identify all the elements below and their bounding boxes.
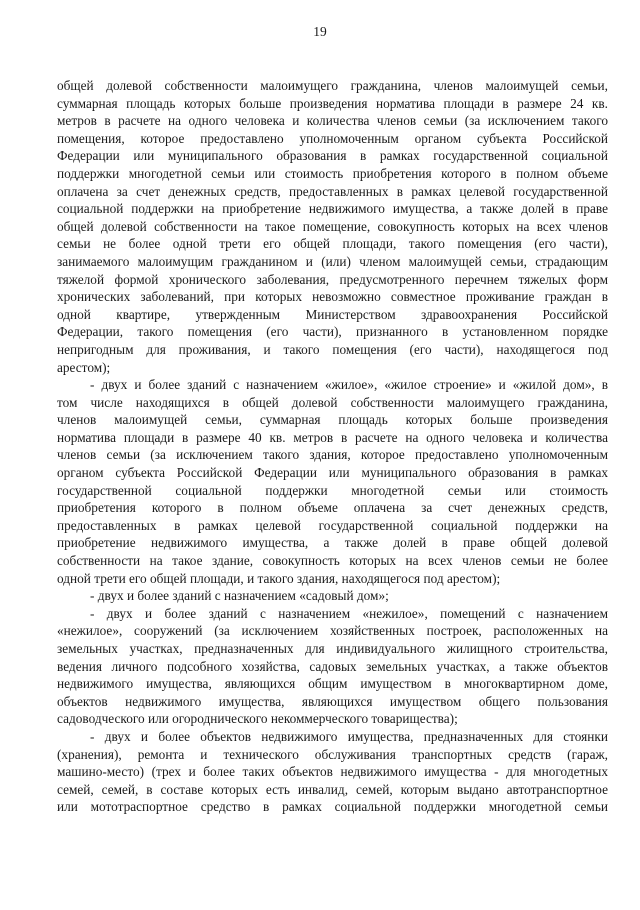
text-line: собственности на такое здание, совокупность которых на всех членов семьи не более [57,553,608,569]
text-line: приобретение недвижимого имущества, а также долей в праве общей долевой [57,535,608,551]
text-line: членов малоимущей семьи, суммарная площадь которых больше произведения [57,412,608,428]
paragraph [57,728,608,816]
text-line: занимаемого малоимущим гражданином и (или) членом малоимущей семьи, страдающим [57,253,608,269]
text-line: социальной поддержки на приобретение недвижимого имущества, а также долей в праве [57,201,608,217]
text-line: одной квартире, утвержденным Министерством здравоохранения Российской [57,306,608,322]
text-line: - двух и более зданий с назначением «садовый дом»; [90,588,389,604]
text-line: арестом); [57,359,111,375]
text-line: общей долевой собственности на такое помещение, совокупность которых на всех членов [57,218,608,234]
text-line: органом субъекта Российской Федерации или муниципального образования в рамках [57,465,608,481]
text-line: семьи не более одной трети его общей площади, такого помещения (его части), [57,236,608,252]
text-line: объектов недвижимого имущества, являющихся имуществом общего пользования [57,693,608,709]
text-line: «нежилое», сооружений (за исключением хозяйственных построек, расположенных на [57,623,608,639]
text-line: или мототраспортное средство в рамках социальной поддержки многодетной семьи [57,799,608,815]
text-line: Федерации, такого помещения (его части), признанного в установленном порядке [57,324,608,340]
text-line: садоводческого или огороднического некоммерческого товарищества); [57,711,458,727]
text-line: приобретения которого в полном объеме оплачена за счет денежных средств, [57,500,608,516]
text-line: суммарная площадь которых больше произведения норматива площади в размере 24 кв. [57,95,608,111]
paragraph [57,587,608,605]
text-line: хронических заболеваний, при которых невозможно совместное проживание граждан в [57,289,608,305]
text-line: машино-место) (трех и более таких объектов недвижимого имущества - для многодетных [57,764,608,780]
text-line: - двух и более объектов недвижимого имущества, предназначенных для стоянки [90,728,608,744]
text-line: норматива площади в размере 40 кв. метров в расчете на одного человека и количества [57,429,608,445]
text-line: общей долевой собственности малоимущего гражданина, членов малоимущей семьи, [57,78,608,93]
text-line: метров в расчете на одного человека и количества членов семьи (за исключением такого [57,113,608,129]
text-line: помещения, которое предоставлено уполномоченным органом субъекта Российской [57,130,608,146]
text-line: непригодным для проживания, и такого помещения (его части), находящегося под [57,341,608,357]
text-line: предоставленных в рамках целевой государственной социальной поддержки на [57,517,608,533]
paragraph [57,605,608,728]
text-line: недвижимого имущества, являющихся общим имуществом в многоквартирном доме, [57,676,608,692]
text-line: тяжелой формой хронического заболевания, предусмотренного перечнем тяжелых форм [57,271,608,287]
text-line: поддержки многодетной семьи или стоимость приобретения которого в полном объеме [57,165,608,181]
text-line: земельных участках, предназначенных для индивидуального жилищного строительства, [57,641,608,656]
text-line: - двух и более зданий с назначением «жилое», «жилое строение» и «жилой дом», в [90,377,608,393]
paragraph [57,77,608,376]
text-line: членов семьи (за исключением такого здания, которое предоставлено уполномоченным [57,447,608,463]
page-number: 19 [313,24,327,39]
text-line: том числе находящихся в общей долевой собственности малоимущего гражданина, [57,394,608,410]
text-line: (хранения), ремонта и технического обслуживания транспортных средств (гараж, [57,746,608,762]
text-line: семей, семей, в составе которых есть инвалид, семей, которым выдано автотранспортное [57,781,608,797]
text-line: оплачена за счет денежных средств, предоставленных в рамках целевой государственной [57,183,608,199]
text-line: государственной социальной поддержки многодетной семьи или стоимость [57,482,608,498]
text-line: Федерации или муниципального образования в рамках государственной социальной [57,148,608,164]
text-line: - двух и более зданий с назначением «нежилое», помещений с назначением [90,605,608,621]
text-line: одной трети его общей площади, и такого здания, находящегося под арестом); [57,570,501,586]
document-body [57,77,608,816]
paragraph [57,376,608,587]
text-line: ведения личного подсобного хозяйства, садовых земельных участках, а также объектов [57,658,608,674]
